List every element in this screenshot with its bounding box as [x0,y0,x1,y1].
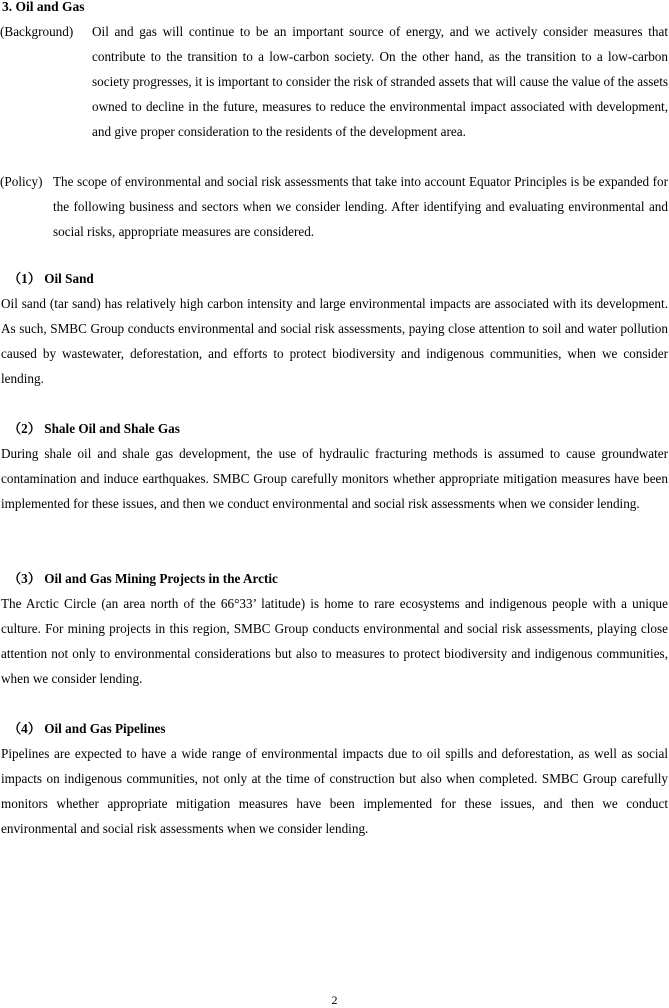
subsection-text-shale: During shale oil and shale gas development, the use of hydraulic fracturing methods is assumed to cause groundwater contamination and induce earthquakes. SMBC Group carefully monitors whether appropriate mitigation measures have been implemented for these issues, and then we conduct environmental and social risk assessments when we consider lending. [1,446,668,511]
subsection-text-pipelines: Pipelines are expected to have a wide range of environmental impacts due to oil spills and deforestation, as well as social impacts on indigenous communities, not only at the time of construction but also when completed. SMBC Group carefully monitors whether appropriate mitigation measures have been implemented for these issues, and then we conduct environmental and social risk assessments when we consider lending. [1,746,668,836]
policy-label: (Policy) [0,174,43,189]
background-text: Oil and gas will continue to be an important source of energy, and we actively consider measures that contribute to the transition to a low-carbon society. On the other hand, as the transition to a low-carbon society progresses, it is important to consider the risk of stranded assets that will cause the value of the assets owned to decline in the future, measures to reduce the environmental impact associated with development, and give proper consideration to the residents of the development area. [92,24,668,139]
subsection-title-oil-sand: （1） Oil Sand [8,271,94,286]
section-title: 3. Oil and Gas [2,0,85,14]
subsection-title-shale: （2） Shale Oil and Shale Gas [8,421,180,436]
subsection-title-pipelines: （4） Oil and Gas Pipelines [8,721,166,736]
subsection-text-arctic: The Arctic Circle (an area north of the 66°33’ latitude) is home to rare ecosystems and indigenous people with a unique culture. For mining projects in this region, SMBC Group conducts environmental and social risk assessments, playing close attention not only to environmental considerations but also to measures to protect biodiversity and indigenous communities, when we consider lending. [1,596,668,686]
subsection-text-oil-sand: Oil sand (tar sand) has relatively high carbon intensity and large environmental impacts are associated with its development. As such, SMBC Group conducts environmental and social risk assessments, paying close attention to soil and water pollution caused by wastewater, deforestation, and efforts to protect biodiversity and indigenous communities, when we consider lending. [1,296,668,386]
background-label: (Background) [0,24,74,39]
subsection-title-arctic: （3） Oil and Gas Mining Projects in the Arctic [8,571,278,586]
page-number: 2 [331,993,338,1007]
policy-text: The scope of environmental and social risk assessments that take into account Equator Principles is be expanded for the following business and sectors when we consider lending. After identifying and evaluating environmental and social risks, appropriate measures are considered. [53,174,668,239]
